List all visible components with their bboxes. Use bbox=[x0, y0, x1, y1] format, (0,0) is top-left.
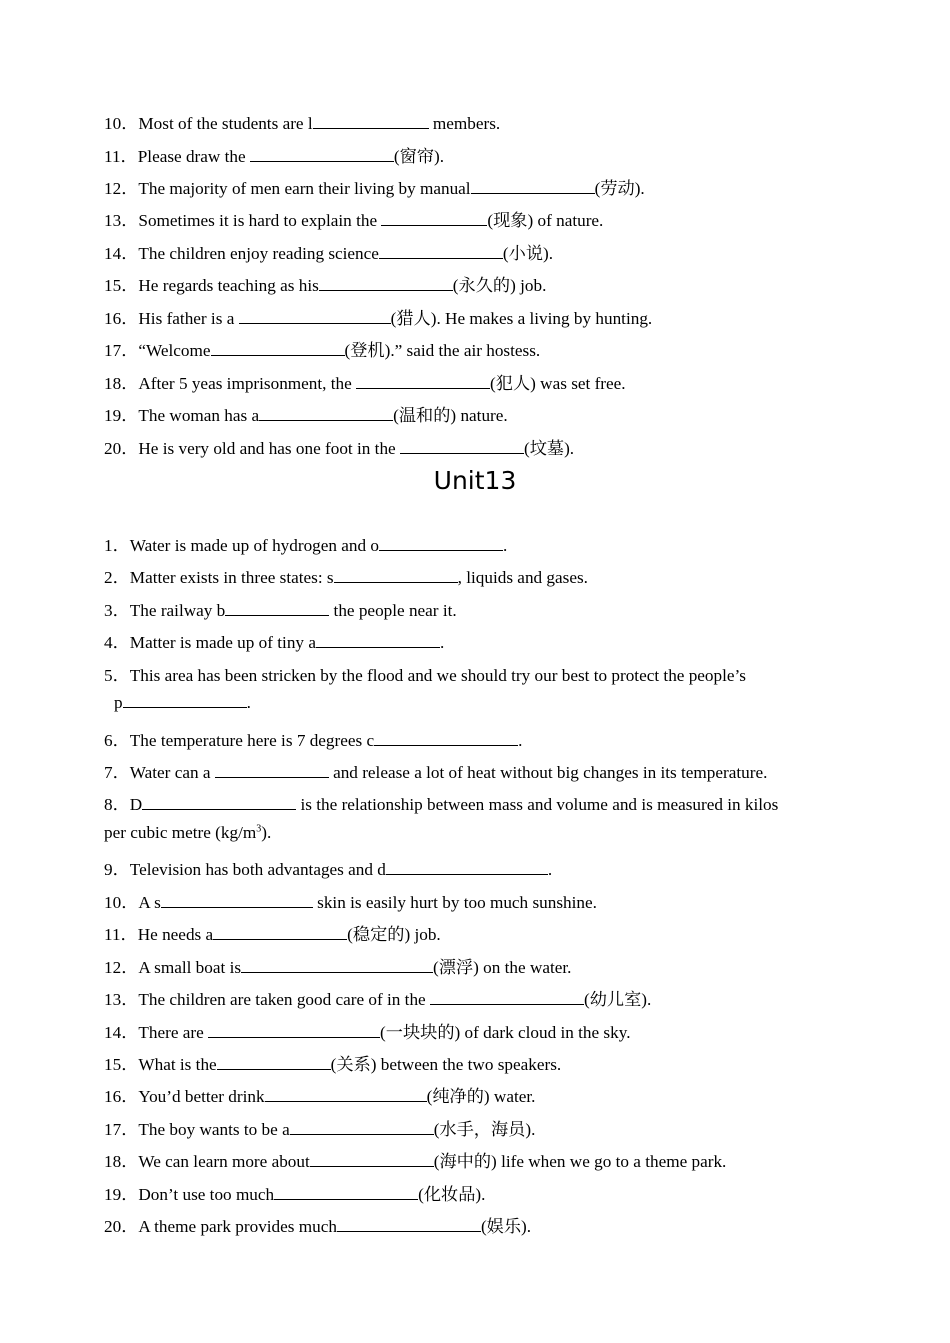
question-9: 9．Television has both advantages and d . bbox=[104, 860, 553, 879]
question-4: 4．Matter is made up of tiny a . bbox=[104, 633, 445, 652]
question-5-cont: p . bbox=[114, 693, 251, 712]
answer-blank[interactable] bbox=[208, 1023, 380, 1038]
question-5: 5．This area has been stricken by the flood and we should try our best to protect the people’s bbox=[104, 666, 746, 685]
answer-blank[interactable] bbox=[381, 211, 487, 226]
question-16: 16．His father is a (猎人). He makes a living by hunting. bbox=[104, 309, 653, 328]
answer-blank[interactable] bbox=[334, 568, 458, 583]
answer-blank[interactable] bbox=[250, 147, 394, 162]
answer-blank[interactable] bbox=[239, 309, 391, 324]
answer-blank[interactable] bbox=[310, 1152, 434, 1167]
answer-blank[interactable] bbox=[374, 731, 518, 746]
question-13: 13．Sometimes it is hard to explain the (现象) of nature. bbox=[104, 211, 604, 230]
answer-blank[interactable] bbox=[356, 374, 490, 389]
question-15: 15．He regards teaching as his (永久的) job. bbox=[104, 276, 547, 295]
answer-blank[interactable] bbox=[290, 1120, 434, 1135]
answer-blank[interactable] bbox=[123, 693, 247, 708]
question-19: 19．The woman has a (温和的) nature. bbox=[104, 406, 508, 425]
answer-blank[interactable] bbox=[259, 406, 393, 421]
question-12: 12．The majority of men earn their living by manual (劳动). bbox=[104, 179, 645, 198]
question-19b: 19．Don’t use too much (化妆品). bbox=[104, 1185, 486, 1204]
question-10b: 10．A s skin is easily hurt by too much sunshine. bbox=[104, 893, 597, 912]
answer-blank[interactable] bbox=[316, 633, 440, 648]
question-20: 20．He is very old and has one foot in the (坟墓). bbox=[104, 439, 575, 458]
answer-blank[interactable] bbox=[213, 925, 347, 940]
question-10: 10．Most of the students are l members. bbox=[104, 114, 501, 133]
question-11: 11．Please draw the (窗帘). bbox=[104, 147, 445, 166]
question-8-cont: per cubic metre $(kg/m^3)$. bbox=[104, 823, 272, 842]
unit-title: Unit13 bbox=[433, 466, 517, 495]
question-13b: 13．The children are taken good care of in the (幼儿室). bbox=[104, 990, 652, 1009]
question-7: 7．Water can a and release a lot of heat without big changes in its temperature. bbox=[104, 763, 768, 782]
question-3: 3．The railway b the people near it. bbox=[104, 601, 457, 620]
answer-blank[interactable] bbox=[142, 795, 296, 810]
question-18b: 18．We can learn more about (海中的) life when we go to a theme park. bbox=[104, 1152, 727, 1171]
question-16b: 16．You’d better drink (纯净的) water. bbox=[104, 1087, 536, 1106]
answer-blank[interactable] bbox=[265, 1087, 427, 1102]
answer-blank[interactable] bbox=[161, 893, 313, 908]
question-17: 17．“Welcome (登机).” said the air hostess. bbox=[104, 341, 541, 360]
answer-blank[interactable] bbox=[337, 1217, 481, 1232]
question-6: 6．The temperature here is 7 degrees c . bbox=[104, 731, 523, 750]
question-18: 18．After 5 yeas imprisonment, the (犯人) was set free. bbox=[104, 374, 626, 393]
answer-blank[interactable] bbox=[241, 958, 433, 973]
question-15b: 15．What is the (关系) between the two speakers. bbox=[104, 1055, 562, 1074]
answer-blank[interactable] bbox=[386, 860, 548, 875]
question-8: 8．D is the relationship between mass and volume and is measured in kilos bbox=[104, 795, 779, 814]
question-14b: 14．There are (一块块的) of dark cloud in the sky. bbox=[104, 1023, 631, 1042]
question-2: 2．Matter exists in three states: s , liquids and gases. bbox=[104, 568, 588, 587]
answer-blank[interactable] bbox=[215, 763, 329, 778]
question-20b: 20．A theme park provides much (娱乐). bbox=[104, 1217, 532, 1236]
answer-blank[interactable] bbox=[379, 536, 503, 551]
answer-blank[interactable] bbox=[225, 601, 329, 616]
answer-blank[interactable] bbox=[430, 990, 584, 1005]
answer-blank[interactable] bbox=[313, 114, 429, 129]
answer-blank[interactable] bbox=[217, 1055, 331, 1070]
question-14: 14．The children enjoy reading science (小说). bbox=[104, 244, 554, 263]
answer-blank[interactable] bbox=[211, 341, 345, 356]
question-11b: 11．He needs a (稳定的) job. bbox=[104, 925, 441, 944]
question-1: 1．Water is made up of hydrogen and o . bbox=[104, 536, 508, 555]
question-12b: 12．A small boat is (漂浮) on the water. bbox=[104, 958, 572, 977]
question-17b: 17．The boy wants to be a (水手，海员). bbox=[104, 1120, 536, 1139]
answer-blank[interactable] bbox=[319, 276, 453, 291]
answer-blank[interactable] bbox=[274, 1185, 418, 1200]
answer-blank[interactable] bbox=[471, 179, 595, 194]
answer-blank[interactable] bbox=[379, 244, 503, 259]
answer-blank[interactable] bbox=[400, 439, 524, 454]
